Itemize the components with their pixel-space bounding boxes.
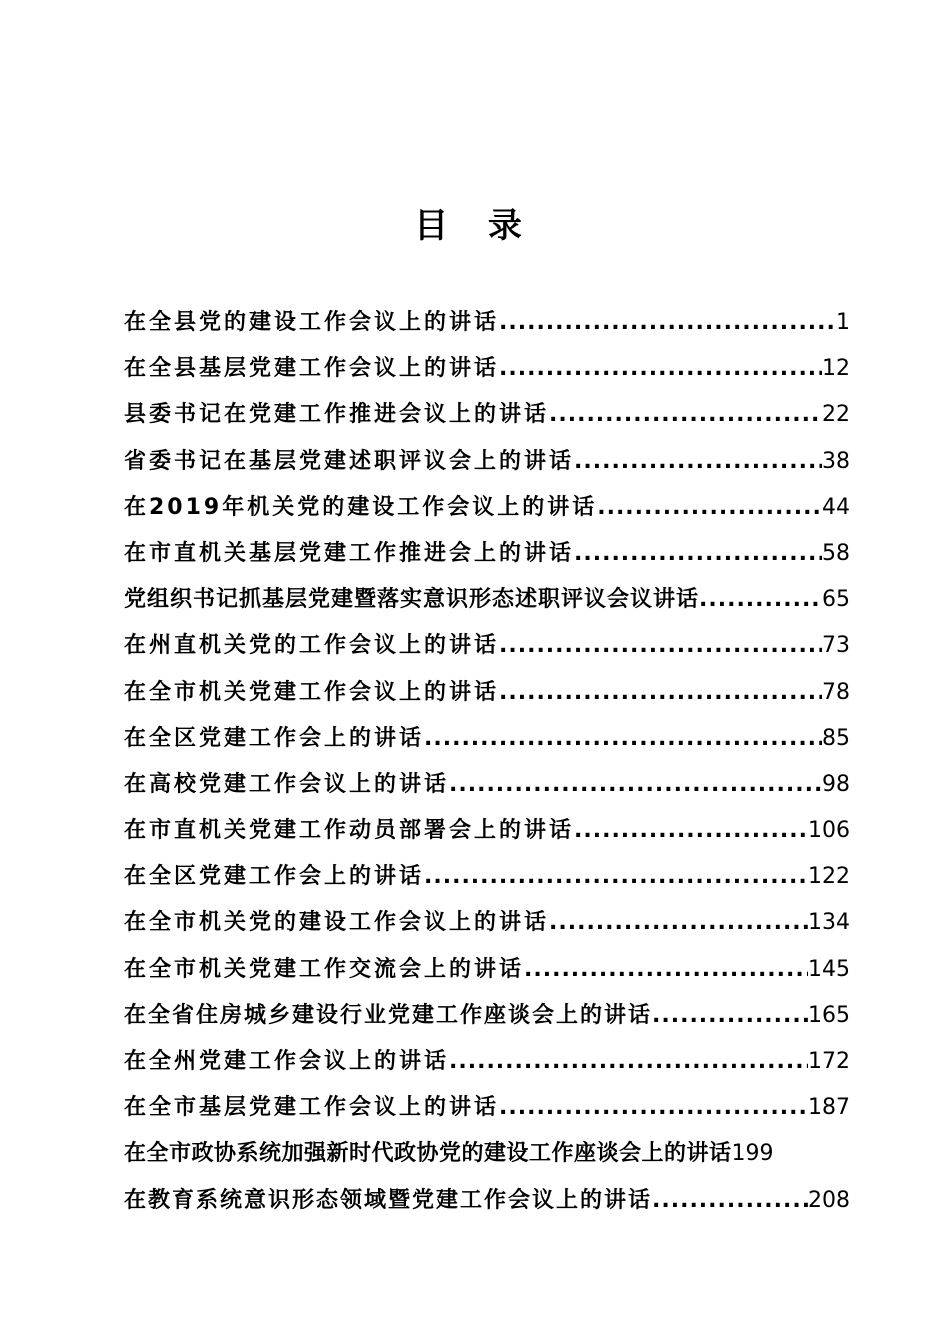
toc-leader-dots — [652, 1178, 808, 1224]
toc-entry[interactable] — [124, 531, 850, 577]
toc-entry[interactable] — [124, 346, 850, 392]
toc-entry[interactable] — [124, 716, 850, 762]
toc-leader-dots — [652, 993, 808, 1039]
toc-entry-title: 在高校党建工作会议上的讲话 — [124, 771, 450, 797]
toc-entry[interactable] — [124, 1039, 850, 1085]
toc-entry-page: 134 — [808, 910, 850, 936]
toc-entry-page: 122 — [808, 864, 850, 890]
toc-entry-title: 在教育系统意识形态领域暨党建工作会议上的讲话 — [124, 1187, 653, 1213]
toc-entry-page: 22 — [822, 402, 850, 428]
toc-entry-page: 1 — [836, 310, 850, 335]
toc-entry-title: 在全州党建工作会议上的讲话 — [124, 1049, 450, 1074]
toc-entry[interactable] — [124, 1178, 850, 1224]
toc-leader-dots — [449, 762, 822, 808]
toc-entry-page: 78 — [822, 679, 850, 705]
toc-entry-title: 在州直机关党的工作会议上的讲话 — [124, 633, 500, 659]
toc-entry-title: 在全市基层党建工作会议上的讲话 — [124, 1095, 500, 1121]
toc-leader-dots — [499, 670, 822, 716]
toc-entry-title: 县委书记在党建工作推进会议上的讲话 — [124, 402, 550, 428]
toc-leader-dots — [597, 485, 822, 531]
toc-leader-dots — [574, 808, 808, 854]
toc-entry[interactable] — [124, 947, 850, 993]
toc-entry-page: 65 — [822, 587, 850, 613]
toc-leader-dots — [424, 854, 808, 900]
toc-leader-dots — [499, 1085, 808, 1131]
toc-leader-dots — [699, 577, 822, 623]
toc-entry-title: 在市直机关基层党建工作推进会上的讲话 — [124, 540, 575, 566]
toc-entry[interactable] — [124, 854, 850, 900]
toc-entry[interactable] — [124, 1085, 850, 1131]
toc-entry-title: 在2019年机关党的建设工作会议上的讲话 — [124, 494, 598, 520]
toc-entry-title: 在全市政协系统加强新时代政协党的建设工作座谈会上的讲话 — [124, 1141, 732, 1167]
toc-entry-title: 在全县基层党建工作会议上的讲话 — [124, 356, 500, 382]
toc-leader-dots — [549, 900, 808, 946]
toc-entry-title: 在全市机关党建工作交流会上的讲话 — [124, 956, 525, 982]
toc-entry-page: 38 — [822, 448, 850, 474]
toc-entry-title: 在市直机关党建工作动员部署会上的讲话 — [124, 818, 575, 844]
toc-entry-page: 85 — [822, 725, 850, 751]
toc-entry[interactable] — [124, 439, 850, 485]
toc-entry-title: 在全省住房城乡建设行业党建工作座谈会上的讲话 — [124, 1002, 653, 1028]
toc-entry-title: 在全县党的建设工作会议上的讲话 — [124, 310, 500, 335]
toc-entry-page: 98 — [822, 771, 850, 797]
toc-entry-page: 165 — [808, 1002, 850, 1028]
table-of-contents — [124, 300, 850, 1224]
toc-entry[interactable] — [124, 1131, 850, 1177]
toc-entry[interactable] — [124, 900, 850, 946]
toc-entry-title: 省委书记在基层党建述职评议会上的讲话 — [124, 448, 575, 474]
toc-entry-page: 145 — [808, 956, 850, 982]
toc-entry-title: 在全市机关党的建设工作会议上的讲话 — [124, 910, 550, 936]
toc-entry[interactable] — [124, 623, 850, 669]
toc-leader-dots — [449, 1039, 808, 1085]
toc-entry-page: 208 — [808, 1187, 850, 1213]
toc-entry[interactable] — [124, 577, 850, 623]
toc-entry-title: 在全区党建工作会上的讲话 — [124, 864, 425, 890]
toc-entry-page: 199 — [731, 1141, 774, 1167]
toc-entry-title: 在全市机关党建工作会议上的讲话 — [124, 679, 500, 705]
toc-entry[interactable] — [124, 485, 850, 531]
toc-leader-dots — [574, 439, 822, 485]
toc-entry[interactable] — [124, 300, 850, 346]
toc-entry-page: 106 — [808, 818, 850, 844]
toc-entry-title: 在全区党建工作会上的讲话 — [124, 725, 425, 751]
toc-entry[interactable] — [124, 762, 850, 808]
toc-leader-dots — [499, 346, 822, 392]
toc-leader-dots — [499, 300, 836, 346]
toc-entry[interactable] — [124, 670, 850, 716]
toc-leader-dots — [549, 392, 822, 438]
toc-entry[interactable] — [124, 808, 850, 854]
toc-entry-page: 187 — [808, 1095, 850, 1121]
page-title: 目 录 — [414, 206, 536, 246]
toc-leader-dots — [574, 531, 822, 577]
toc-entry-page: 172 — [808, 1049, 850, 1074]
toc-entry-page: 44 — [822, 494, 850, 520]
toc-entry-page: 12 — [822, 356, 850, 382]
toc-leader-dots — [424, 716, 822, 762]
toc-entry-page: 73 — [822, 633, 850, 659]
toc-leader-dots — [524, 947, 808, 993]
toc-entry[interactable] — [124, 993, 850, 1039]
toc-leader-dots — [499, 623, 822, 669]
toc-entry-title: 党组织书记抓基层党建暨落实意识形态述职评议会议讲话 — [124, 587, 700, 613]
toc-entry-page: 58 — [822, 540, 850, 566]
toc-entry[interactable] — [124, 392, 850, 438]
